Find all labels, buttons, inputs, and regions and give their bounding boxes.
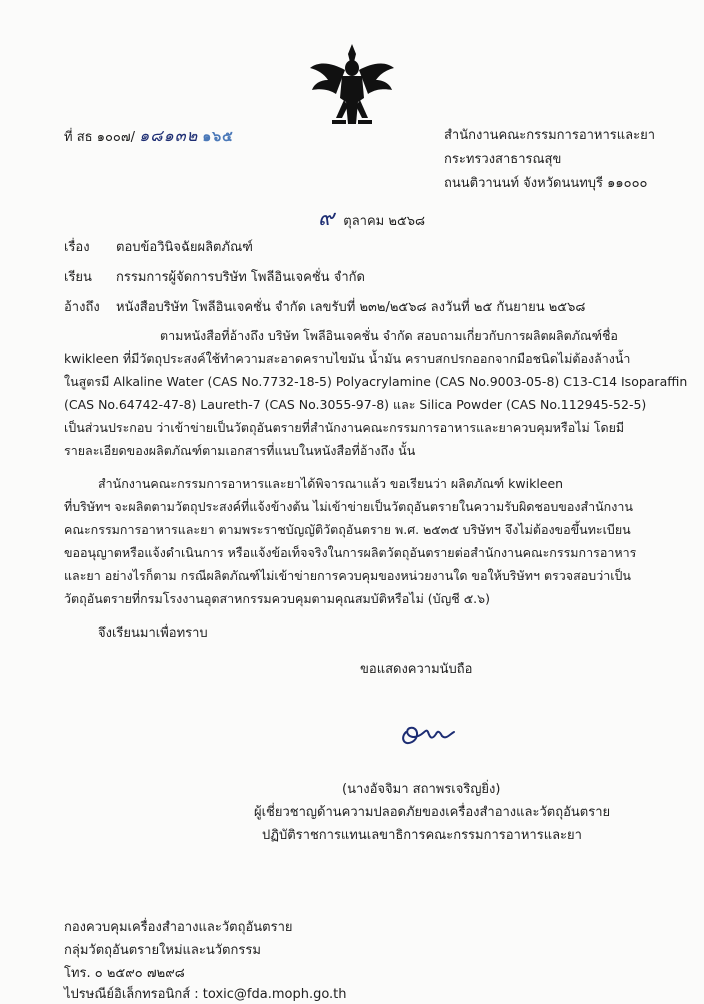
paragraph-line: kwikleen ที่มีวัตถุประสงค์ใช้ทำความสะอาดคราบไขมัน น้ำมัน คราบสกปรกออกจากมือชนิดไม่ต้องล้างน้ำ: [64, 351, 631, 366]
office-line-2: กระทรวงสาธารณสุข: [444, 152, 562, 167]
paragraph-line: ในสูตรมี Alkaline Water (CAS No.7732-18-5) Polyacrylamine (CAS No.9003-05-8) C13-C14 Isoparaffin: [64, 374, 688, 389]
office-line-1: สำนักงานคณะกรรมการอาหารและยา: [444, 128, 656, 143]
reference-label: อ้างถึง: [64, 300, 100, 315]
paragraph-line: วัตถุอันตรายที่กรมโรงงานอุตสาหกรรมควบคุมตามคุณสมบัติหรือไม่ (บัญชี ๕.๖): [64, 591, 490, 606]
body-paragraph-2: [64, 472, 640, 610]
recipient-label: เรียน: [64, 270, 92, 285]
recipient-text: กรรมการผู้จัดการบริษัท โพลีอินเจคชั่น จำกัด: [116, 270, 365, 285]
paragraph-line: เป็นส่วนประกอบ ว่าเข้าข่ายเป็นวัตถุอันตรายที่สำนักงานคณะกรรมการอาหารและยาควบคุมหรือไม่ โดยมี: [64, 420, 625, 435]
paragraph-line: ขออนุญาตหรือแจ้งดำเนินการ หรือแจ้งข้อเท็จจริงในการผลิตวัตถุอันตรายต่อสำนักงานคณะกรรมการอาหาร: [64, 545, 637, 560]
paragraph-line: (CAS No.64742-47-8) Laureth-7 (CAS No.3055-97-8) และ Silica Powder (CAS No.112945-52-5): [64, 397, 647, 412]
paragraph-line: รายละเอียดของผลิตภัณฑ์ตามเอกสารที่แนบในหนังสือที่อ้างถึง นั้น: [64, 443, 416, 458]
letter-date: [318, 200, 425, 235]
signatory-title-2: ปฏิบัติราชการแทนเลขาธิการคณะกรรมการอาหารและยา: [262, 828, 582, 843]
reference-stamp: ๑๖๕: [202, 129, 234, 145]
subject-label: เรื่อง: [64, 240, 90, 255]
footer-email: ไปรษณีย์อิเล็กทรอนิกส์ : toxic@fda.moph.go.th: [64, 987, 347, 1002]
closing-regards: ขอแสดงความนับถือ: [360, 662, 473, 677]
footer-group: กลุ่มวัตถุอันตรายใหม่และนวัตกรรม: [64, 943, 261, 958]
signature-icon: [392, 710, 462, 750]
paragraph-line: ตามหนังสือที่อ้างถึง บริษัท โพลีอินเจคชั่น จำกัด สอบถามเกี่ยวกับการผลิตผลิตภัณฑ์ชื่อ: [160, 328, 618, 343]
paragraph-line: และยา อย่างไรก็ตาม กรณีผลิตภัณฑ์ไม่เข้าข่ายการควบคุมของหน่วยงานใด ขอให้บริษัทฯ ตรวจสอบว่าเป็น: [64, 568, 631, 583]
footer-phone: โทร. ๐ ๒๕๙๐ ๗๒๙๘: [64, 966, 185, 981]
reference-prefix: ที่ สธ ๑๐๐๗/: [64, 130, 135, 145]
reference-handwritten-number: ๑๘๑๓๒: [139, 126, 199, 145]
body-paragraph-3: จึงเรียนมาเพื่อทราบ: [98, 626, 208, 641]
footer-department: กองควบคุมเครื่องสำอางและวัตถุอันตราย: [64, 920, 293, 935]
date-month-year: ตุลาคม ๒๕๖๘: [343, 214, 426, 229]
office-line-3: ถนนติวานนท์ จังหวัดนนทบุรี ๑๑๐๐๐: [444, 176, 648, 191]
paragraph-line: สำนักงานคณะกรรมการอาหารและยาได้พิจารณาแล้ว ขอเรียนว่า ผลิตภัณฑ์ kwikleen: [98, 476, 564, 491]
reference-number: [64, 124, 234, 149]
paragraph-line: คณะกรรมการอาหารและยา ตามพระราชบัญญัติวัตถุอันตราย พ.ศ. ๒๕๓๕ บริษัทฯ จึงไม่ต้องขอขึ้นทะเบียน: [64, 522, 631, 537]
date-day-handwritten: ๙: [318, 206, 336, 231]
paragraph-line: ที่บริษัทฯ จะผลิตตามวัตถุประสงค์ที่แจ้งข้างต้น ไม่เข้าข่ายเป็นวัตถุอันตรายในความรับผิดชอบของสำนักงาน: [64, 499, 633, 514]
subject-text: ตอบข้อวินิจฉัยผลิตภัณฑ์: [116, 240, 253, 255]
garuda-emblem-icon: [306, 40, 398, 130]
signatory-name: (นางอัจจิมา สถาพรเจริญยิ่ง): [342, 782, 501, 797]
reference-text: หนังสือบริษัท โพลีอินเจคชั่น จำกัด เลขรับที่ ๒๓๒/๒๕๖๘ ลงวันที่ ๒๕ กันยายน ๒๕๖๘: [116, 300, 586, 315]
signatory-title-1: ผู้เชี่ยวชาญด้านความปลอดภัยของเครื่องสำอางและวัตถุอันตราย: [254, 805, 611, 820]
body-paragraph-1: [64, 324, 688, 462]
